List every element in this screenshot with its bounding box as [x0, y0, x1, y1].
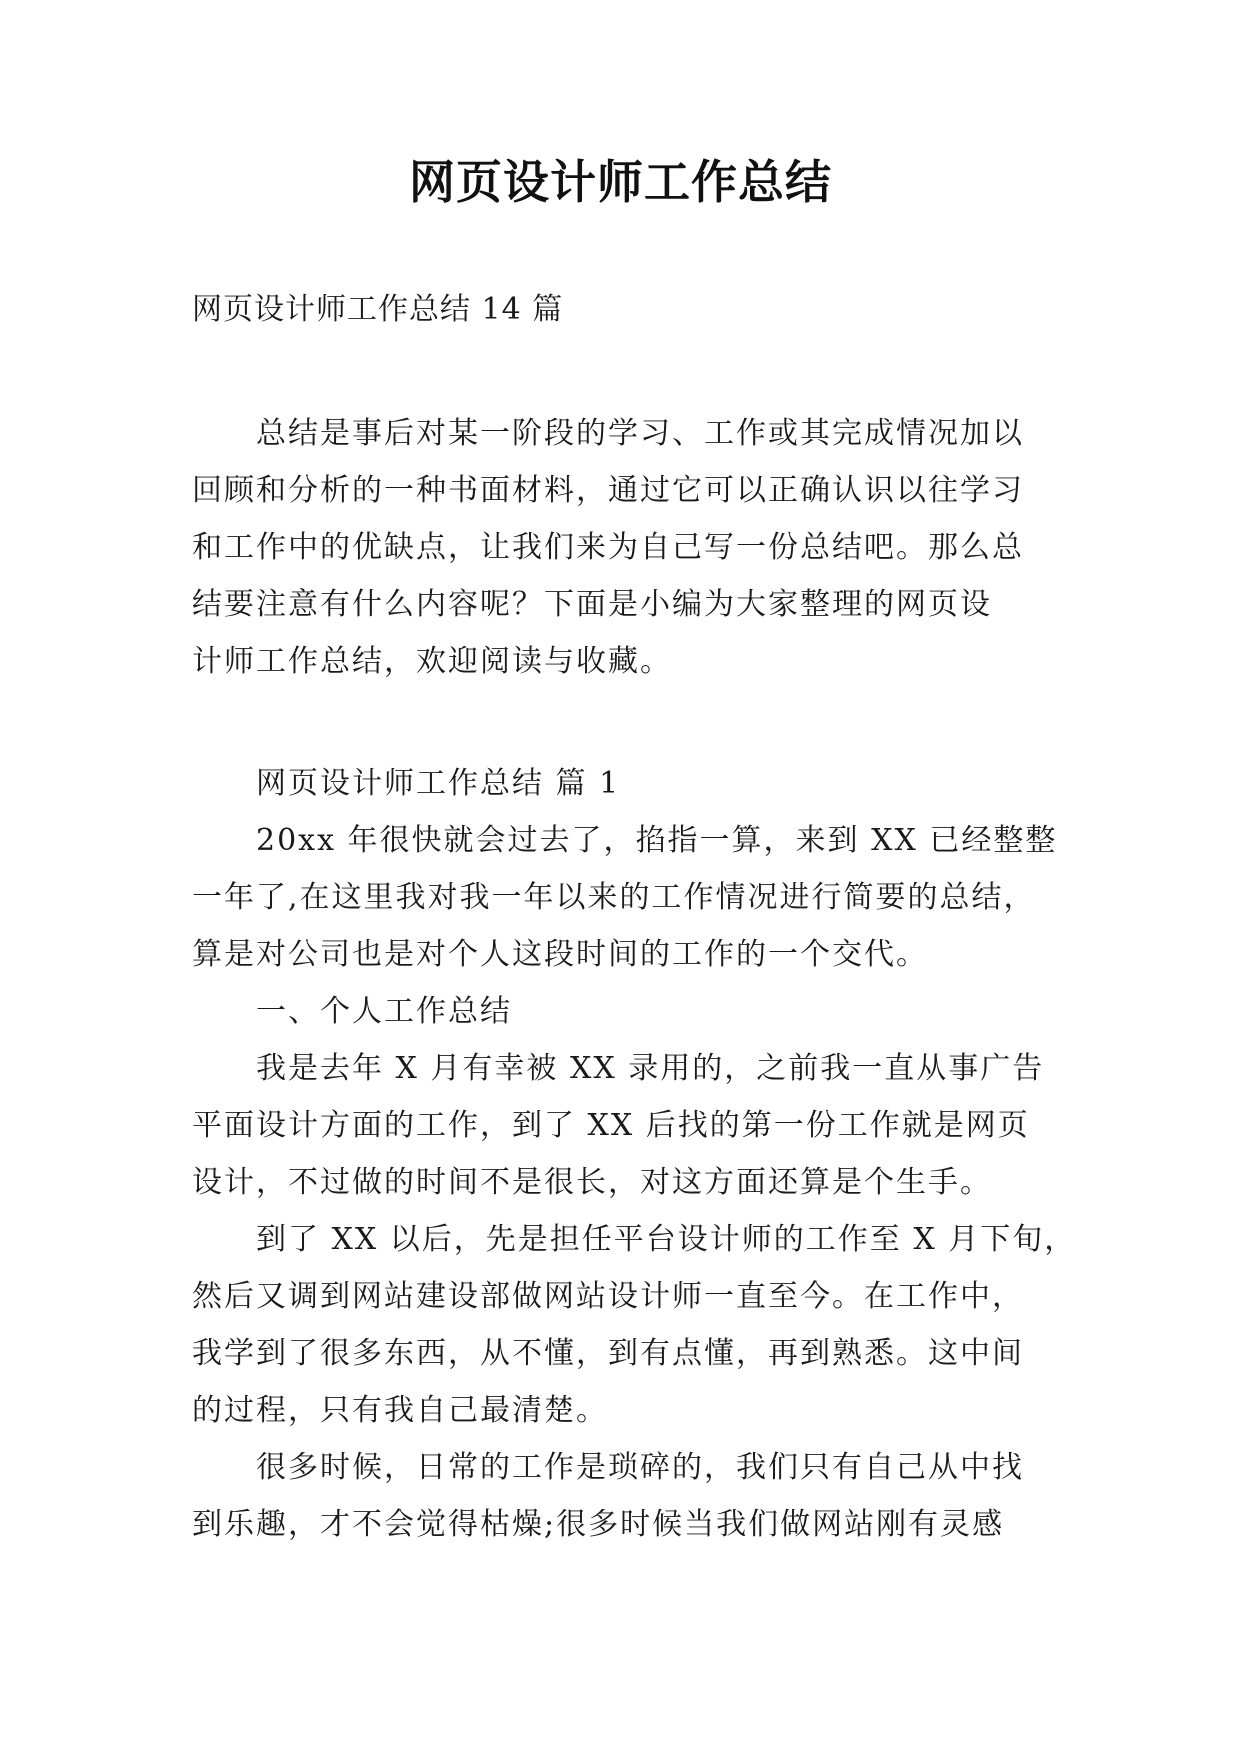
paragraph-line: 总结是事后对某一阶段的学习、工作或其完成情况加以	[256, 416, 1024, 451]
paragraph-line: 20xx 年很快就会过去了，掐指一算，来到 XX 已经整整	[256, 823, 1058, 858]
paragraph-line: 到了 XX 以后，先是担任平台设计师的工作至 X 月下旬，	[256, 1222, 1077, 1257]
document-title: 网页设计师工作总结	[409, 155, 832, 209]
subsection-heading: 一、个人工作总结	[256, 994, 512, 1029]
paragraph-line: 然后又调到网站建设部做网站设计师一直至今。在工作中，	[192, 1279, 1024, 1314]
paragraph-line: 我是去年 X 月有幸被 XX 录用的，之前我一直从事广告	[256, 1051, 1045, 1086]
paragraph-line: 设计，不过做的时间不是很长，对这方面还算是个生手。	[192, 1165, 992, 1200]
paragraph-line: 算是对公司也是对个人这段时间的工作的一个交代。	[192, 937, 928, 972]
paragraph-line: 一年了,在这里我对我一年以来的工作情况进行简要的总结，	[192, 880, 1036, 915]
paragraph-line: 回顾和分析的一种书面材料，通过它可以正确认识以往学习	[192, 473, 1024, 508]
paragraph-line: 我学到了很多东西，从不懂，到有点懂，再到熟悉。这中间	[192, 1336, 1024, 1371]
paragraph-line: 和工作中的优缺点，让我们来为自己写一份总结吧。那么总	[192, 530, 1024, 565]
paragraph-line: 平面设计方面的工作，到了 XX 后找的第一份工作就是网页	[192, 1108, 1030, 1143]
paragraph-line: 很多时候，日常的工作是琐碎的，我们只有自己从中找	[256, 1450, 1024, 1485]
section-heading: 网页设计师工作总结 篇 1	[256, 766, 621, 801]
document-subtitle: 网页设计师工作总结 14 篇	[192, 292, 564, 327]
paragraph-line: 到乐趣，才不会觉得枯燥;很多时候当我们做网站刚有灵感	[192, 1507, 1005, 1542]
paragraph-line: 计师工作总结，欢迎阅读与收藏。	[192, 644, 672, 679]
paragraph-line: 结要注意有什么内容呢？下面是小编为大家整理的网页设	[192, 587, 992, 622]
paragraph-line: 的过程，只有我自己最清楚。	[192, 1393, 608, 1428]
